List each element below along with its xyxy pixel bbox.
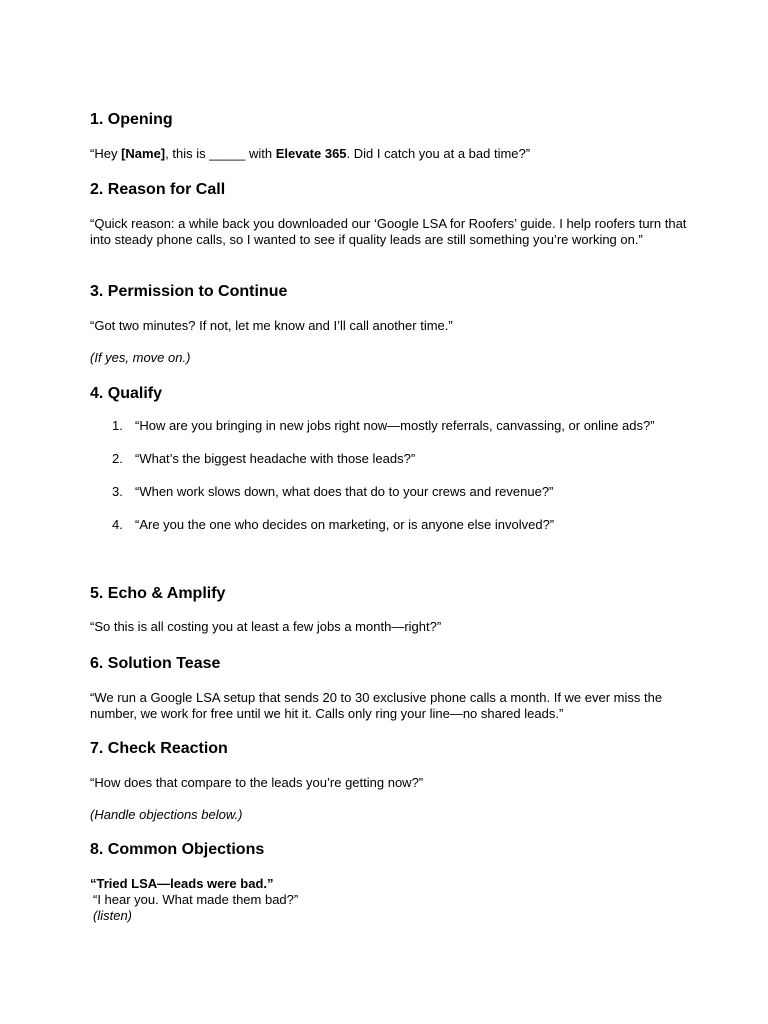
opening-line xyxy=(90,146,690,162)
list-text: “Are you the one who decides on marketing, or is anyone else involved?” xyxy=(135,517,555,532)
list-item xyxy=(90,418,690,434)
objection-response: “I hear you. What made them bad?” xyxy=(93,892,299,907)
list-text: “What’s the biggest headache with those leads?” xyxy=(135,451,416,466)
opening-line-mid: , this is _____ with xyxy=(165,146,276,161)
name-placeholder: [Name] xyxy=(121,146,166,161)
section-objections xyxy=(90,840,690,924)
company-name: Elevate 365 xyxy=(275,146,347,161)
section-heading: 3. Permission to Continue xyxy=(90,283,288,300)
check-note: (Handle objections below.) xyxy=(90,807,243,822)
objection-text: “Tried LSA—leads were bad.” xyxy=(90,876,274,891)
opening-line-post: . Did I catch you at a bad time?” xyxy=(346,146,531,161)
section-heading: 4. Qualify xyxy=(90,385,163,402)
list-number: 1. xyxy=(112,418,123,433)
list-item xyxy=(90,451,690,467)
section-heading: 5. Echo & Amplify xyxy=(90,585,226,602)
section-check xyxy=(90,739,690,823)
section-heading: 1. Opening xyxy=(90,111,173,128)
section-heading: 2. Reason for Call xyxy=(90,181,226,198)
permission-text: “Got two minutes? If not, let me know and I’ll call another time.” xyxy=(90,318,453,333)
list-item xyxy=(90,517,690,533)
permission-note: (If yes, move on.) xyxy=(90,350,191,365)
solution-text: “We run a Google LSA setup that sends 20 to 30 exclusive phone calls a month. If we ever miss the number, we work for free until we hit it. Calls only ring your line—no shared leads.” xyxy=(90,690,663,721)
check-text: “How does that compare to the leads you’re getting now?” xyxy=(90,775,424,790)
list-number: 2. xyxy=(112,451,123,466)
list-number: 3. xyxy=(112,484,123,499)
section-permission xyxy=(90,282,690,366)
section-reason xyxy=(90,180,690,248)
section-qualify xyxy=(90,384,690,533)
qualify-list xyxy=(90,418,690,533)
section-opening xyxy=(90,110,690,162)
list-text: “How are you bringing in new jobs right now—mostly referrals, canvassing, or online ads?” xyxy=(135,418,655,433)
list-item xyxy=(90,484,690,500)
objection-note: (listen) xyxy=(93,908,133,923)
section-heading: 7. Check Reaction xyxy=(90,740,228,757)
section-heading: 6. Solution Tease xyxy=(90,655,221,672)
reason-text: “Quick reason: a while back you downloaded our ‘Google LSA for Roofers’ guide. I help roofers turn that into steady phone calls, so I wanted to see if quality leads are still something you’re working on.” xyxy=(90,216,687,247)
list-number: 4. xyxy=(112,517,123,532)
list-text: “When work slows down, what does that do to your crews and revenue?” xyxy=(135,484,554,499)
echo-text: “So this is all costing you at least a few jobs a month—right?” xyxy=(90,619,442,634)
section-heading: 8. Common Objections xyxy=(90,841,265,858)
section-echo xyxy=(90,584,690,635)
section-solution xyxy=(90,654,690,722)
opening-line-pre: “Hey xyxy=(90,146,122,161)
